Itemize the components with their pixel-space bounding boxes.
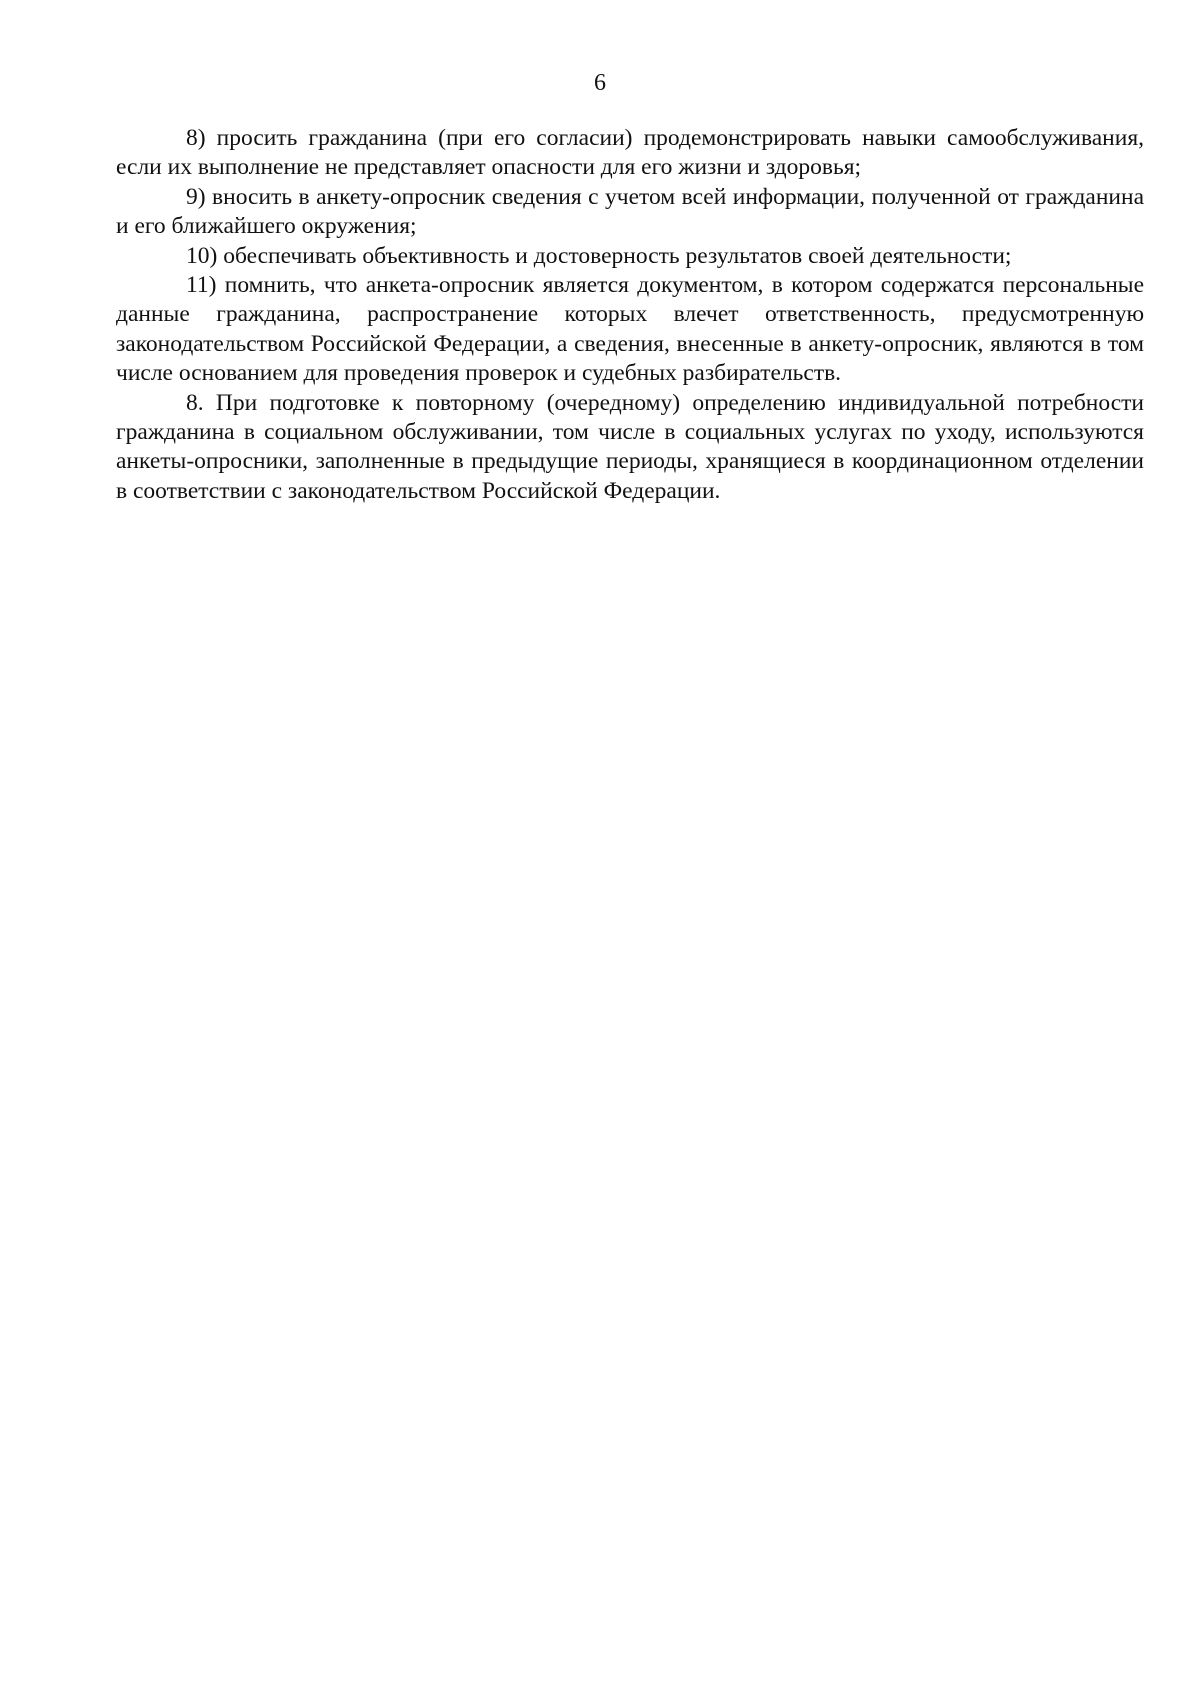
page-number: 6 [594, 70, 606, 96]
section-8-paragraph: 8. При подготовке к повторному (очередному) определению индивидуальной потребности гражданина в социальном обслуживании, том числе в социальных услугах по уходу, используются анкеты-опросники, заполненные в предыдущие периоды, хранящиеся в координационном отделении в соответствии с законодательством Российской Федерации. [116, 389, 1144, 504]
list-item-9: 9) вносить в анкету-опросник сведения с учетом всей информации, полученной от гражданина и его ближайшего окружения; [116, 183, 1144, 240]
list-item-10: 10) обеспечивать объективность и достоверность результатов своей деятельности; [186, 242, 1012, 269]
document-body [116, 124, 1144, 506]
list-item-8: 8) просить гражданина (при его согласии) продемонстрировать навыки самообслуживания, если их выполнение не представляет опасности для его жизни и здоровья; [116, 125, 1144, 181]
list-item-11: 11) помнить, что анкета-опросник является документом, в котором содержатся персональные данные гражданина, распространение которых влечет ответственность, предусмотренную законодательством Российской Федерации, а сведения, внесенные в анкету-опросник, являются в том числе основанием для проведения проверок и судебных разбирательств. [116, 272, 1144, 387]
